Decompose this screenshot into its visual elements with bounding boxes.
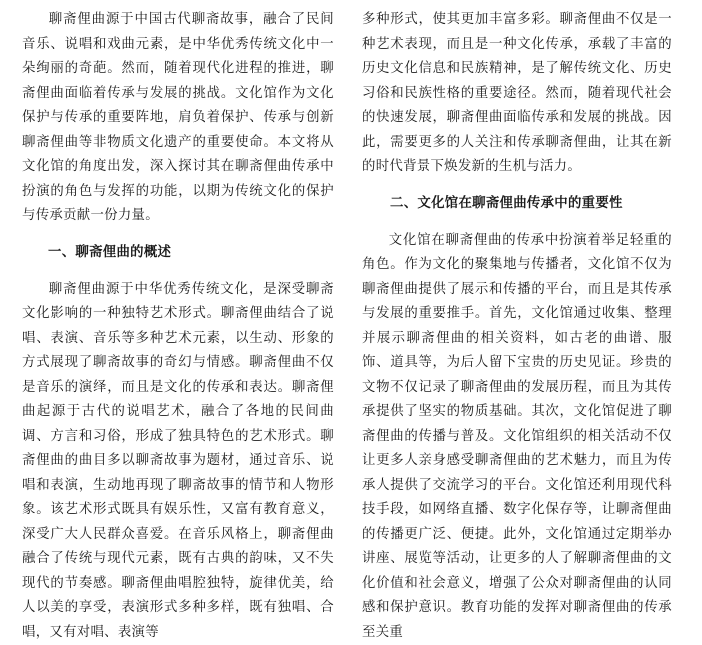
continued-paragraph: 多种形式，使其更加丰富多彩。聊斋俚曲不仅是一种艺术表现，而且是一种文化传承，承载了丰富的历史文化信息和民族精神，是了解传统文化、历史习俗和民族性格的重要途径。然而，随着现代社会的快速发展，聊斋俚曲面临传承和发展的挑战。因此，需要更多的人关注和传承聊斋俚曲，让其在新的时代背景下焕发新的生机与活力。: [362, 8, 672, 180]
importance-paragraph: 文化馆在聊斋俚曲的传承中扮演着举足轻重的角色。作为文化的聚集地与传播者，文化馆不仅为聊斋俚曲提供了展示和传播的平台，而且是其传承与发展的重要推手。首先，文化馆通过收集、整理并展示聊斋俚曲的相关资料，如古老的曲谱、服饰、道具等，为后人留下宝贵的历史见证。珍贵的文物不仅记录了聊斋俚曲的发展历程，而且为其传承提供了坚实的物质基础。其次，文化馆促进了聊斋俚曲的传播与普及。文化馆组织的相关活动不仅让更多人亲身感受聊斋俚曲的艺术魅力，而且为传承人提供了交流学习的平台。文化馆还利用现代科技手段，如网络直播、数字化保存等，让聊斋俚曲的传播更广泛、便捷。此外，文化馆通过定期举办讲座、展览等活动，让更多的人了解聊斋俚曲的文化价值和社会意义，增强了公众对聊斋俚曲的认同感和保护意识。教育功能的发挥对聊斋俚曲的传承至关重: [362, 229, 672, 645]
left-column: [22, 8, 334, 645]
section-heading-overview: 一、聊斋俚曲的概述: [22, 229, 334, 278]
right-column: [362, 8, 672, 645]
overview-paragraph: 聊斋俚曲源于中华优秀传统文化，是深受聊斋文化影响的一种独特艺术形式。聊斋俚曲结合了说唱、表演、音乐等多种艺术元素，以生动、形象的方式展现了聊斋故事的奇幻与情感。聊斋俚曲不仅是音乐的演绎，而且是文化的传承和表达。聊斋俚曲起源于古代的说唱艺术，融合了各地的民间曲调、方言和习俗，形成了独具特色的艺术形式。聊斋俚曲的曲目多以聊斋故事为题材，通过音乐、说唱和表演，生动地再现了聊斋故事的情节和人物形象。该艺术形式既具有娱乐性，又富有教育意义，深受广大人民群众喜爱。在音乐风格上，聊斋俚曲融合了传统与现代元素，既有古典的韵味，又不失现代的节奏感。聊斋俚曲唱腔独特，旋律优美，给人以美的享受，表演形式多种多样，既有独唱、合唱，又有对唱、表演等: [22, 278, 334, 645]
intro-paragraph: 聊斋俚曲源于中国古代聊斋故事，融合了民间音乐、说唱和戏曲元素，是中华优秀传统文化中一朵绚丽的奇葩。然而，随着现代化进程的推进，聊斋俚曲面临着传承与发展的挑战。文化馆作为文化保护与传承的重要阵地，肩负着保护、传承与创新聊斋俚曲等非物质文化遗产的重要使命。本文将从文化馆的角度出发，深入探讨其在聊斋俚曲传承中扮演的角色与发挥的功能，以期为传统文化的保护与传承贡献一份力量。: [22, 8, 334, 229]
section-heading-importance: 二、文化馆在聊斋俚曲传承中的重要性: [362, 180, 672, 229]
